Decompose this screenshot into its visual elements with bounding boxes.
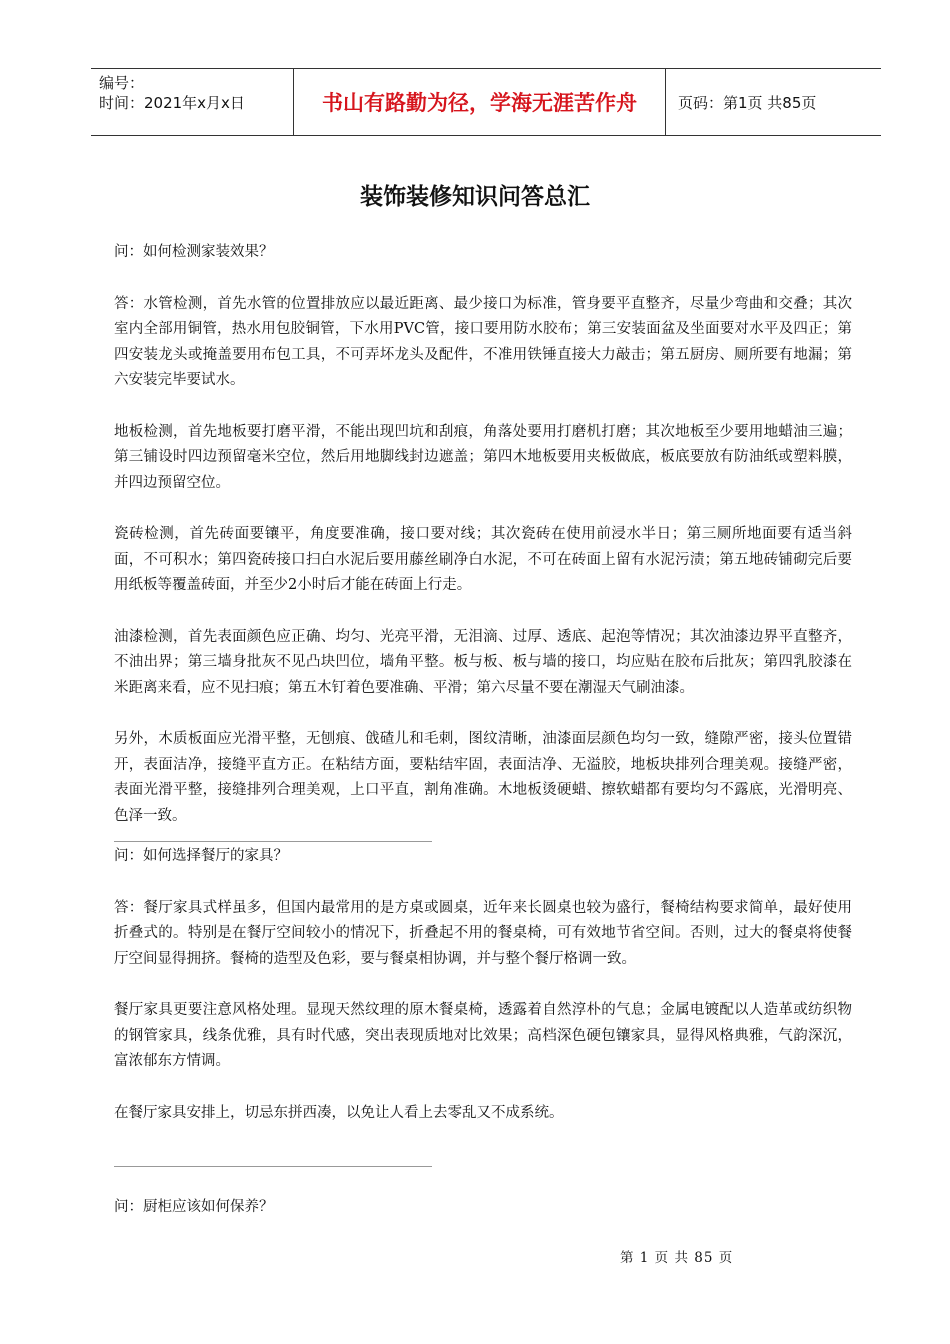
header-meta bbox=[91, 69, 293, 135]
answer-dining-furniture: 答：餐厅家具式样虽多，但国内最常用的是方桌或圆桌，近年来长圆桌也较为盛行，餐椅结构要求简单，最好使用折叠式的。特别是在餐厅空间较小的情况下，折叠起不用的餐桌椅，可有效地节省空间。否则，过大的餐桌将使餐厅空间显得拥挤。餐椅的造型及色彩，要与餐桌相协调，并与整个餐厅格调一致。 bbox=[114, 899, 852, 967]
header-motto: 书山有路勤为径，学海无涯苦作舟 bbox=[293, 69, 666, 135]
section-divider bbox=[114, 1166, 432, 1167]
page-header bbox=[91, 68, 881, 136]
answer-floor: 地板检测，首先地板要打磨平滑，不能出现凹坑和刮痕，角落处要用打磨机打磨；其次地板至少要用地蜡油三遍；第三铺设时四边预留毫米空位，然后用地脚线封边遮盖；第四木地板要用夹板做底，板底要放有防油纸或塑料膜，并四边预留空位。 bbox=[114, 423, 852, 491]
page-footer: 第 1 页 共 85 页 bbox=[620, 1250, 734, 1266]
answer-dining-arrangement: 在餐厅家具安排上，切忌东拼西凑，以免让人看上去零乱又不成系统。 bbox=[114, 1104, 564, 1121]
document-time-label: 时间：2021年x月x日 bbox=[99, 94, 245, 112]
question-3: 问：厨柜应该如何保养？ bbox=[114, 1199, 274, 1215]
section-divider bbox=[114, 841, 432, 842]
answer-water-pipe: 答：水管检测，首先水管的位置排放应以最近距离、最少接口为标准，管身要平直整齐，尽量少弯曲和交叠；其次室内全部用铜管，热水用包胶铜管，下水用PVC管，接口要用防水胶布；第三安装面盆及坐面要对水平及四正；第四安装龙头或掩盖要用布包工具，不可弄坏龙头及配件，不准用铁锤直接大力敲击；第五厨房、厕所要有地漏；第六安装完毕要试水。 bbox=[114, 295, 852, 388]
document-title: 装饰装修知识问答总汇 bbox=[360, 184, 590, 210]
answer-dining-style: 餐厅家具更要注意风格处理。显现天然纹理的原木餐桌椅，透露着自然淳朴的气息；金属电镀配以人造革或纺织物的钢管家具，线条优雅，具有时代感，突出表现质地对比效果；高档深色硬包镶家具，显得风格典雅，气韵深沉，富浓郁东方情调。 bbox=[114, 1002, 852, 1069]
answer-wood-surface: 另外，木质板面应光滑平整，无刨痕、戗碴儿和毛刺，图纹清晰，油漆面层颜色均匀一致，缝隙严密，接头位置错开，表面洁净，接缝平直方正。在粘结方面，要粘结牢固，表面洁净、无溢胶，地板块排列合理美观。接缝严密，表面光滑平整，接缝排列合理美观，上口平直，割角准确。木地板烫硬蜡、擦软蜡都有要均匀不露底，光滑明亮、色泽一致。 bbox=[114, 731, 852, 824]
answer-tile: 瓷砖检测，首先砖面要镶平，角度要准确，接口要对线；其次瓷砖在使用前浸水半日；第三厕所地面要有适当斜面，不可积水；第四瓷砖接口扫白水泥后要用藤丝刷净白水泥，不可在砖面上留有水泥污渍；第五地砖铺砌完后要用纸板等覆盖砖面，并至少2小时后才能在砖面上行走。 bbox=[114, 526, 852, 593]
document-body bbox=[114, 240, 852, 1247]
header-page-info: 页码：第1页 共85页 bbox=[678, 93, 817, 112]
document-number-label: 编号： bbox=[99, 74, 145, 92]
answer-paint: 油漆检测，首先表面颜色应正确、均匀、光亮平滑，无泪滴、过厚、透底、起泡等情况；其次油漆边界平直整齐，不油出界；第三墙身批灰不见凸块凹位，墙角平整。板与板、板与墙的接口，均应贴在胶布后批灰；第四乳胶漆在米距离来看，应不见扫痕；第五木钉着色要准确、平滑；第六尽量不要在潮湿天气刷油漆。 bbox=[114, 628, 852, 696]
question-1: 问：如何检测家装效果？ bbox=[114, 244, 274, 260]
question-2: 问：如何选择餐厅的家具？ bbox=[114, 848, 288, 864]
